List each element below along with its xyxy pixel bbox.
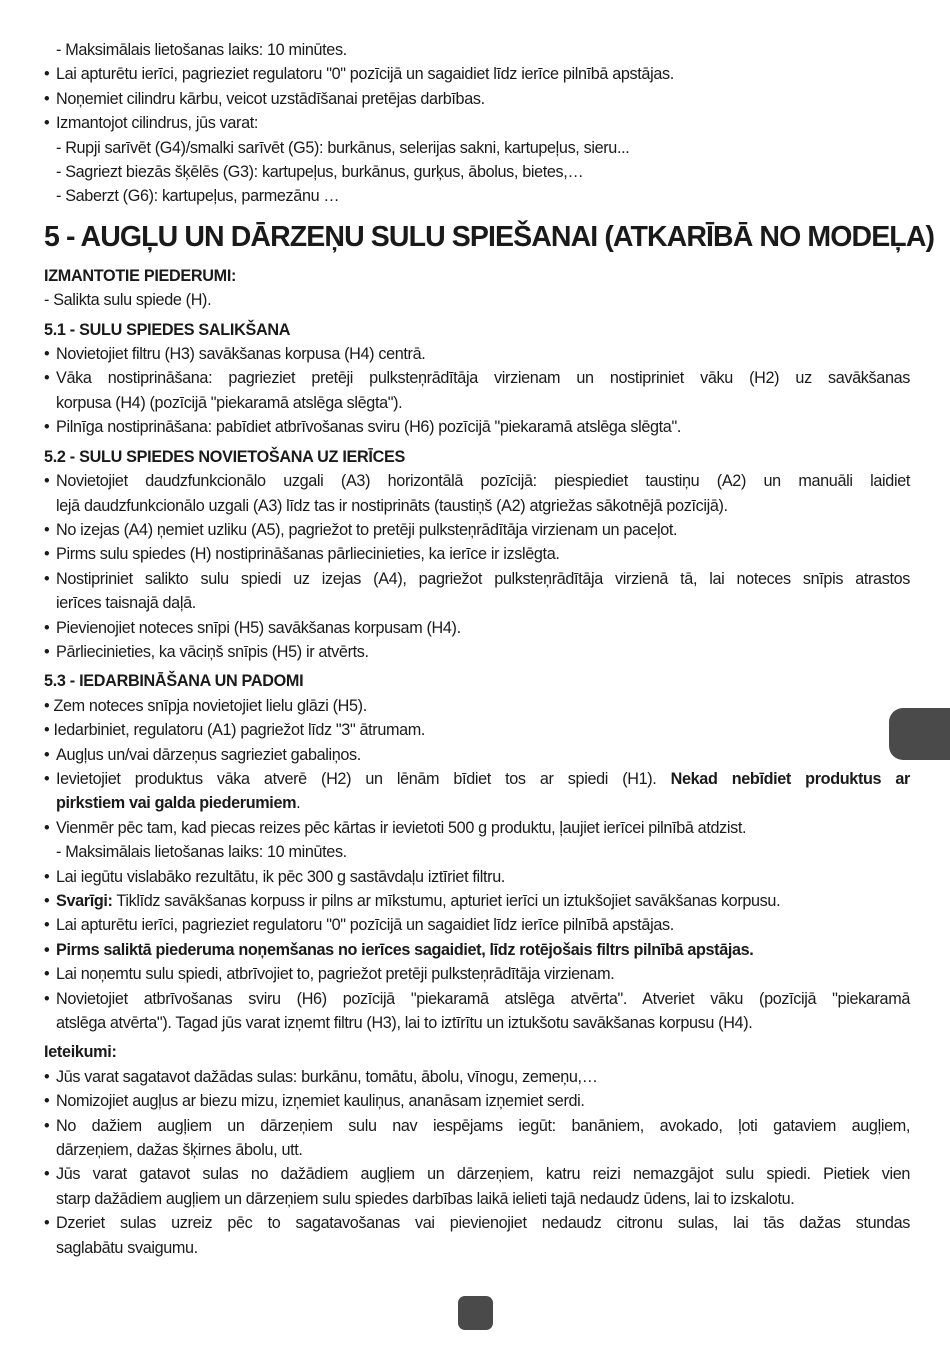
list-item: • Lai noņemtu sulu spiedi, atbrīvojiet to, pagriežot pretēji pulksteņrādītāja virzienam. bbox=[44, 962, 910, 986]
sub-item: - Rupji sarīvēt (G4)/smalki sarīvēt (G5): burkānus, selerijas sakni, kartupeļus, sieru... bbox=[56, 138, 630, 157]
list-item: • Vienmēr pēc tam, kad piecas reizes pēc kārtas ir ievietoti 500 g produktu, ļaujiet ierīcei pilnībā atdzist. bbox=[44, 816, 910, 840]
list-item: • No izejas (A4) ņemiet uzliku (A5), pagriežot to pretēji pulksteņrādītāja virzienam un paceļot. bbox=[44, 518, 910, 542]
list-item: • Novietojiet filtru (H3) savākšanas korpusa (H4) centrā. bbox=[44, 342, 910, 366]
list-item: • Izmantojot cilindrus, jūs varat: bbox=[44, 111, 910, 135]
list-item: • Nostipriniet salikto sulu spiedi uz izejas (A4), pagriežot pulksteņrādītāja virzienā tā, lai noteces snīpis atrastos bbox=[44, 567, 910, 591]
list-item: • Pārliecinieties, ka vāciņš snīpis (H5) ir atvērts. bbox=[44, 640, 910, 664]
list-item-continuation: starp dažādiem augļiem un dārzeņiem sulu spiedes darbības laikā ielieti tajā nedaudz ūdens, lai to izskalotu. bbox=[56, 1189, 795, 1208]
subsection-heading: 5.3 - IEDARBINĀŠANA UN PADOMI bbox=[44, 672, 304, 691]
list-item: • Pirms saliktā piederuma noņemšanas no ierīces sagaidiet, līdz rotējošais filtrs pilnībā apstājas. bbox=[44, 938, 910, 962]
page-number-box bbox=[458, 1296, 493, 1330]
document-page bbox=[44, 38, 935, 1260]
list-item: • Noņemiet cilindru kārbu, veicot uzstādīšanai pretējas darbības. bbox=[44, 87, 910, 111]
warning-text: Nekad nebīdiet produktus ar bbox=[670, 769, 910, 788]
list-item: • Pievienojiet noteces snīpi (H5) savākšanas korpusam (H4). bbox=[44, 616, 910, 640]
list-item-continuation: dārzeņiem, dažas šķirnes ābolu, utt. bbox=[56, 1141, 303, 1160]
sub-item: - Saberzt (G6): kartupeļus, parmezānu … bbox=[56, 187, 340, 206]
list-item: • Novietojiet daudzfunkcionālo uzgali (A3) horizontālā pozīcijā: piespiediet taustiņu (A2) un manuāli laidiet bbox=[44, 469, 910, 493]
list-item: • Nomizojiet augļus ar biezu mizu, izņemiet kauliņus, ananāsam izņemiet serdi. bbox=[44, 1089, 910, 1113]
list-item: • Pirms sulu spiedes (H) nostiprināšanas pārliecinieties, ka ierīce ir izslēgta. bbox=[44, 542, 910, 566]
list-item: • Pilnīga nostiprināšana: pabīdiet atbrīvošanas sviru (H6) pozīcijā "piekaramā atslēga slēgta". bbox=[44, 415, 910, 439]
list-item: • Jūs varat gatavot sulas no dažādiem augļiem un dārzeņiem, katru reizi nemazgājot sulu spiedi. Pietiek vien bbox=[44, 1162, 910, 1186]
accessories-item: - Salikta sulu spiede (H). bbox=[44, 291, 212, 310]
list-item: • Augļus un/vai dārzeņus sagrieziet gabaliņos. bbox=[44, 743, 910, 767]
list-item-continuation: ierīces taisnajā daļā. bbox=[56, 594, 196, 613]
list-item: • Vāka nostiprināšana: pagrieziet pretēji pulksteņrādītāja virzienam un nostipriniet vāku (H2) uz savākšanas bbox=[44, 366, 910, 390]
list-item-continuation: lejā daudzfunkcionālo uzgali (A3) līdz tas ir nostiprināts (taustiņš (A2) atgriežas sākotnējā pozīcijā). bbox=[56, 496, 728, 515]
subsection-heading: 5.1 - SULU SPIEDES SALIKŠANA bbox=[44, 320, 291, 339]
list-item: • No dažiem augļiem un dārzeņiem sulu nav iespējams iegūt: banāniem, avokado, ļoti gataviem augļiem, bbox=[44, 1114, 910, 1138]
list-item: • Novietojiet atbrīvošanas sviru (H6) pozīcijā "piekaramā atslēga atvērta". Atveriet vāku (pozīcijā "piekaramā bbox=[44, 987, 910, 1011]
list-item: • Jūs varat sagatavot dažādas sulas: burkānu, tomātu, ābolu, vīnogu, zemeņu,… bbox=[44, 1065, 910, 1089]
warning-text: pirkstiem vai galda piederumiem bbox=[56, 794, 297, 813]
list-item-continuation: pirkstiem vai galda piederumiem. bbox=[56, 794, 301, 813]
max-time-note: - Maksimālais lietošanas laiks: 10 minūtes. bbox=[56, 41, 347, 59]
list-item: • Lai iegūtu vislabāko rezultātu, ik pēc 300 g sastāvdaļu iztīriet filtru. bbox=[44, 865, 910, 889]
accessories-heading: IZMANTOTIE PIEDERUMI: bbox=[44, 266, 237, 285]
list-item: • Lai apturētu ierīci, pagrieziet regulatoru "0" pozīcijā un sagaidiet līdz ierīce pilnībā apstājas. bbox=[44, 913, 910, 937]
list-item-continuation: atslēga atvērta"). Tagad jūs varat izņemt filtru (H3), lai to iztīrītu un iztukšotu savākšanas korpusu (H4). bbox=[56, 1014, 753, 1033]
list-item: • Svarīgi: Tiklīdz savākšanas korpuss ir pilns ar mīkstumu, apturiet ierīci un iztukšojiet savākšanas korpusu. bbox=[44, 889, 910, 913]
max-time-note: - Maksimālais lietošanas laiks: 10 minūtes. bbox=[56, 843, 347, 862]
sub-item: - Sagriezt biezās šķēlēs (G3): kartupeļus, burkānus, gurķus, ābolus, bietes,… bbox=[56, 163, 584, 182]
list-item: • Zem noteces snīpja novietojiet lielu glāzi (H5). bbox=[44, 696, 367, 715]
list-item: • Lai apturētu ierīci, pagrieziet regulatoru "0" pozīcijā un sagaidiet līdz ierīce pilnībā apstājas. bbox=[44, 62, 910, 86]
important-label: Svarīgi: bbox=[56, 892, 113, 910]
tips-heading: Ieteikumi: bbox=[44, 1043, 117, 1062]
list-item: • Ievietojiet produktus vāka atverē (H2) un lēnām bīdiet tos ar spiedi (H1). Nekad nebīdiet produktus ar bbox=[44, 767, 910, 791]
subsection-heading: 5.2 - SULU SPIEDES NOVIETOŠANA UZ IERĪCES bbox=[44, 447, 405, 466]
list-item: • Dzeriet sulas uzreiz pēc to sagatavošanas vai pievienojiet nedaudz citronu sulas, lai tās dažas stundas bbox=[44, 1211, 910, 1235]
list-item-continuation: korpusa (H4) (pozīcijā "piekaramā atslēga slēgta"). bbox=[56, 393, 403, 412]
section-title: 5 - AUGĻU UN DĀRZEŅU SULU SPIEŠANAI (ATKARĪBĀ NO MODEĻA) bbox=[44, 220, 935, 253]
list-item: • Iedarbiniet, regulatoru (A1) pagriežot līdz "3" ātrumam. bbox=[44, 721, 426, 740]
list-item-continuation: saglabātu svaigumu. bbox=[56, 1238, 198, 1257]
